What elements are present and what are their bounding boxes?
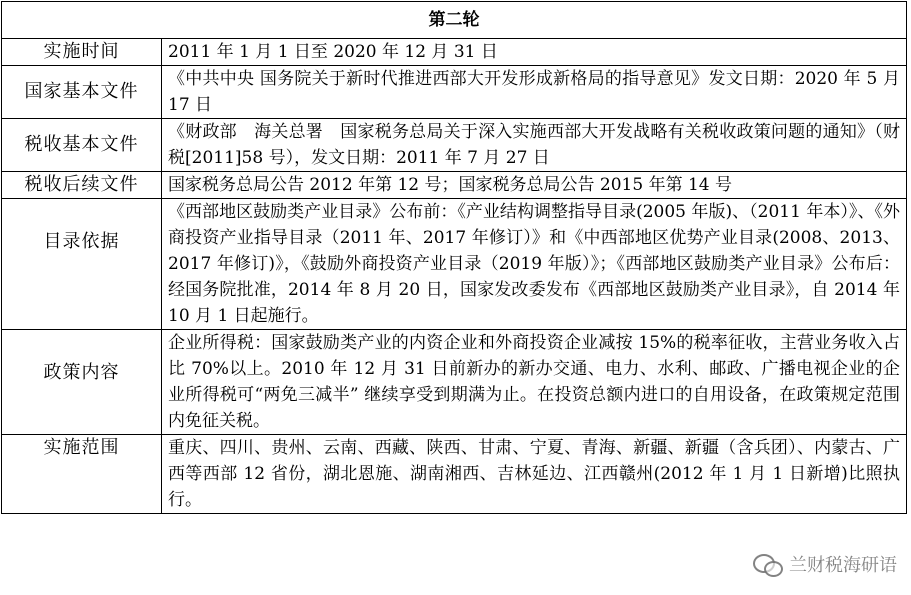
row-label-scope: 实施范围	[2, 435, 162, 514]
table-row	[2, 172, 907, 199]
row-label-follow-up-document: 税收后续文件	[2, 172, 162, 199]
watermark-text: 兰财税海研语	[789, 555, 897, 576]
table-header-row	[2, 2, 907, 39]
table-header: 第二轮	[2, 2, 907, 39]
watermark	[753, 551, 897, 577]
row-content-catalog-basis: 《西部地区鼓励类产业目录》公布前：《产业结构调整指导目录(2005 年版)、（2011 年本）》、《外商投资产业指导目录（2011 年、2017 年修订）》和《中西部地区优势产业目录(2008、2013、2017 年修订)》，《鼓励外商投资产业目录（2019 年版）》；《西部地区鼓励类产业目录》公布后：经国务院批准，2014 年 8 月 20 日，国家发改委发布《西部地区鼓励类产业目录》，自 2014 年 10 月 1 日起施行。	[162, 199, 907, 330]
row-label-policy-content: 政策内容	[2, 330, 162, 435]
table-row	[2, 330, 907, 435]
row-label-implementation-time: 实施时间	[2, 39, 162, 66]
row-content-implementation-time: 2011 年 1 月 1 日至 2020 年 12 月 31 日	[162, 39, 907, 66]
row-content-national-document: 《中共中央 国务院关于新时代推进西部大开发形成新格局的指导意见》发文日期：2020 年 5 月 17 日	[162, 66, 907, 119]
table-row	[2, 119, 907, 172]
table-row	[2, 199, 907, 330]
wechat-icon	[753, 552, 783, 576]
row-content-policy-content: 企业所得税：国家鼓励类产业的内资企业和外商投资企业减按 15%的税率征收，主营业务收入占比 70%以上。2010 年 12 月 31 日前新办的新办交通、电力、水利、邮政、广播电视企业的企业所得税可“两免三减半” 继续享受到期满为止。在投资总额内进口的自用设备，在政策规定范围内免征关税。	[162, 330, 907, 435]
row-label-catalog-basis: 目录依据	[2, 199, 162, 330]
row-content-scope: 重庆、四川、贵州、云南、西藏、陕西、甘肃、宁夏、青海、新疆、新疆（含兵团）、内蒙古、广西等西部 12 省份，湖北恩施、湖南湘西、吉林延边、江西赣州(2012 年 1 月 1 日新增)比照执行。	[162, 435, 907, 514]
row-content-follow-up-document: 国家税务总局公告 2012 年第 12 号；国家税务总局公告 2015 年第 14 号	[162, 172, 907, 199]
table-row	[2, 435, 907, 514]
table-row	[2, 66, 907, 119]
table-row	[2, 39, 907, 66]
row-label-national-document: 国家基本文件	[2, 66, 162, 119]
policy-table	[1, 1, 907, 514]
row-content-tax-document: 《财政部 海关总署 国家税务总局关于深入实施西部大开发战略有关税收政策问题的通知》（财税[2011]58 号），发文日期：2011 年 7 月 27 日	[162, 119, 907, 172]
row-label-tax-document: 税收基本文件	[2, 119, 162, 172]
